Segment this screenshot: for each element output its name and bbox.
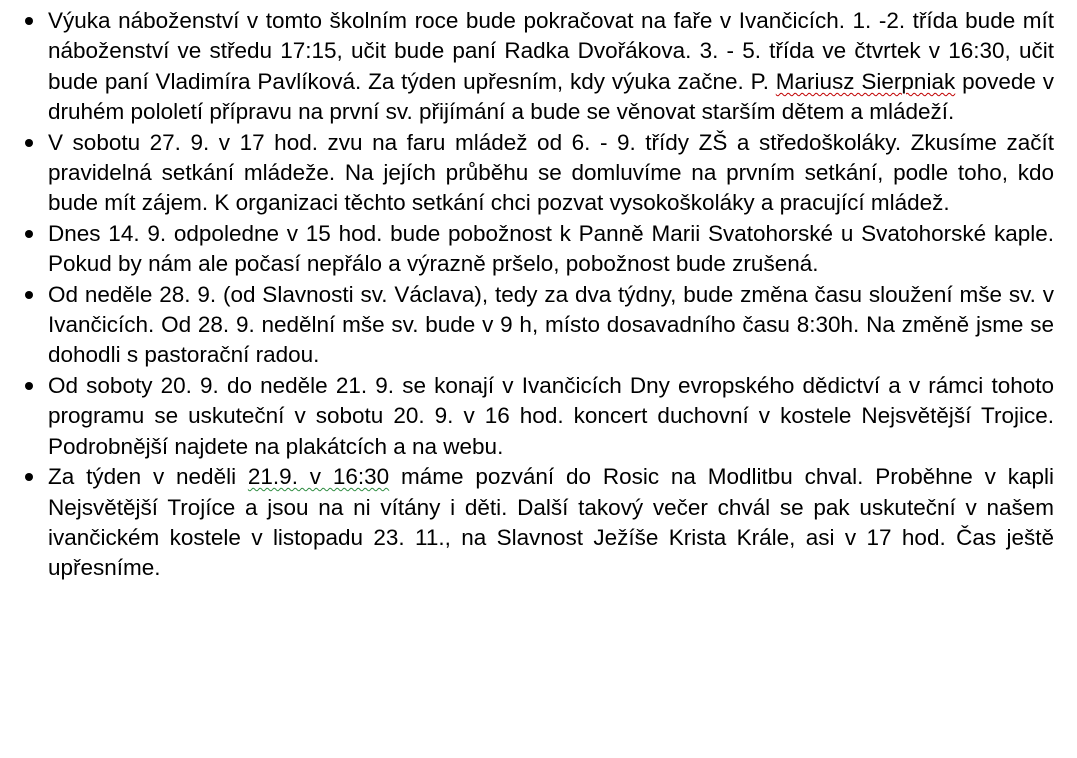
announcement-list <box>48 6 1054 584</box>
spellcheck-flagged-text: Mariusz Sierpniak <box>775 68 956 94</box>
list-item <box>48 280 1054 371</box>
item-text: Dnes 14. 9. odpoledne v 15 hod. bude pobožnost k Panně Marii Svatohorské u Svatohorské kaple. Pokud by nám ale počasí nepřálo a výrazně pršelo, pobožnost bude zrušená. <box>48 220 1054 277</box>
item-text: máme pozvání do Rosic na Modlitbu chval. Proběhne v kapli Nejsvětější Trojíce a jsou na ni vítány i děti. Další takový večer chvál se pak uskuteční v našem ivančickém kostele v listopadu 23. 11., na Slavnost Ježíše Krista Krále, asi v 17 hod. Čas ještě upřesníme. <box>48 464 1054 581</box>
grammar-flagged-text: 21.9. v 16:30 <box>247 464 390 490</box>
item-text: Od soboty 20. 9. do neděle 21. 9. se konají v Ivančicích Dny evropského dědictví a v rámci tohoto programu se uskuteční v sobotu 20. 9. v 16 hod. koncert duchovní v kostele Nejsvětější Trojice. Podrobnější najdete na plakátcích a na webu. <box>48 372 1054 459</box>
list-item <box>48 6 1054 128</box>
list-item <box>48 219 1054 280</box>
item-text: Výuka náboženství v tomto školním roce bude pokračovat na faře v Ivančicích. 1. -2. třída bude mít náboženství ve středu 17:15, učit bude paní Radka Dvořákova. 3. - 5. třída ve čtvrtek v 16:30, učit bude paní Vladimíra Pavlíková. Za týden upřesním, kdy výuka začne. P. <box>48 8 1054 94</box>
item-text: V sobotu 27. 9. v 17 hod. zvu na faru mládež od 6. - 9. třídy ZŠ a středoškoláky. Zkusíme začít pravidelná setkání mládeže. Na jejích průběhu se domluvíme na prvním setkání, podle toho, kdo bude mít zájem. K organizaci těchto setkání chci pozvat vysokoškoláky a pracující mládež. <box>48 129 1054 216</box>
item-text: Od neděle 28. 9. (od Slavnosti sv. Václava), tedy za dva týdny, bude změna času sloužení mše sv. v Ivančicích. Od 28. 9. nedělní mše sv. bude v 9 h, místo dosavadního času 8:30h. Na změně jsme se dohodli s pastorační radou. <box>48 281 1054 368</box>
item-text: povede v druhém pololetí přípravu na první sv. přijímání a bude se věnovat starším dětem a mládeží. <box>48 68 1054 125</box>
list-item <box>48 462 1054 584</box>
item-text: Za týden v neděli <box>48 464 248 490</box>
list-item <box>48 128 1054 219</box>
list-item <box>48 371 1054 462</box>
